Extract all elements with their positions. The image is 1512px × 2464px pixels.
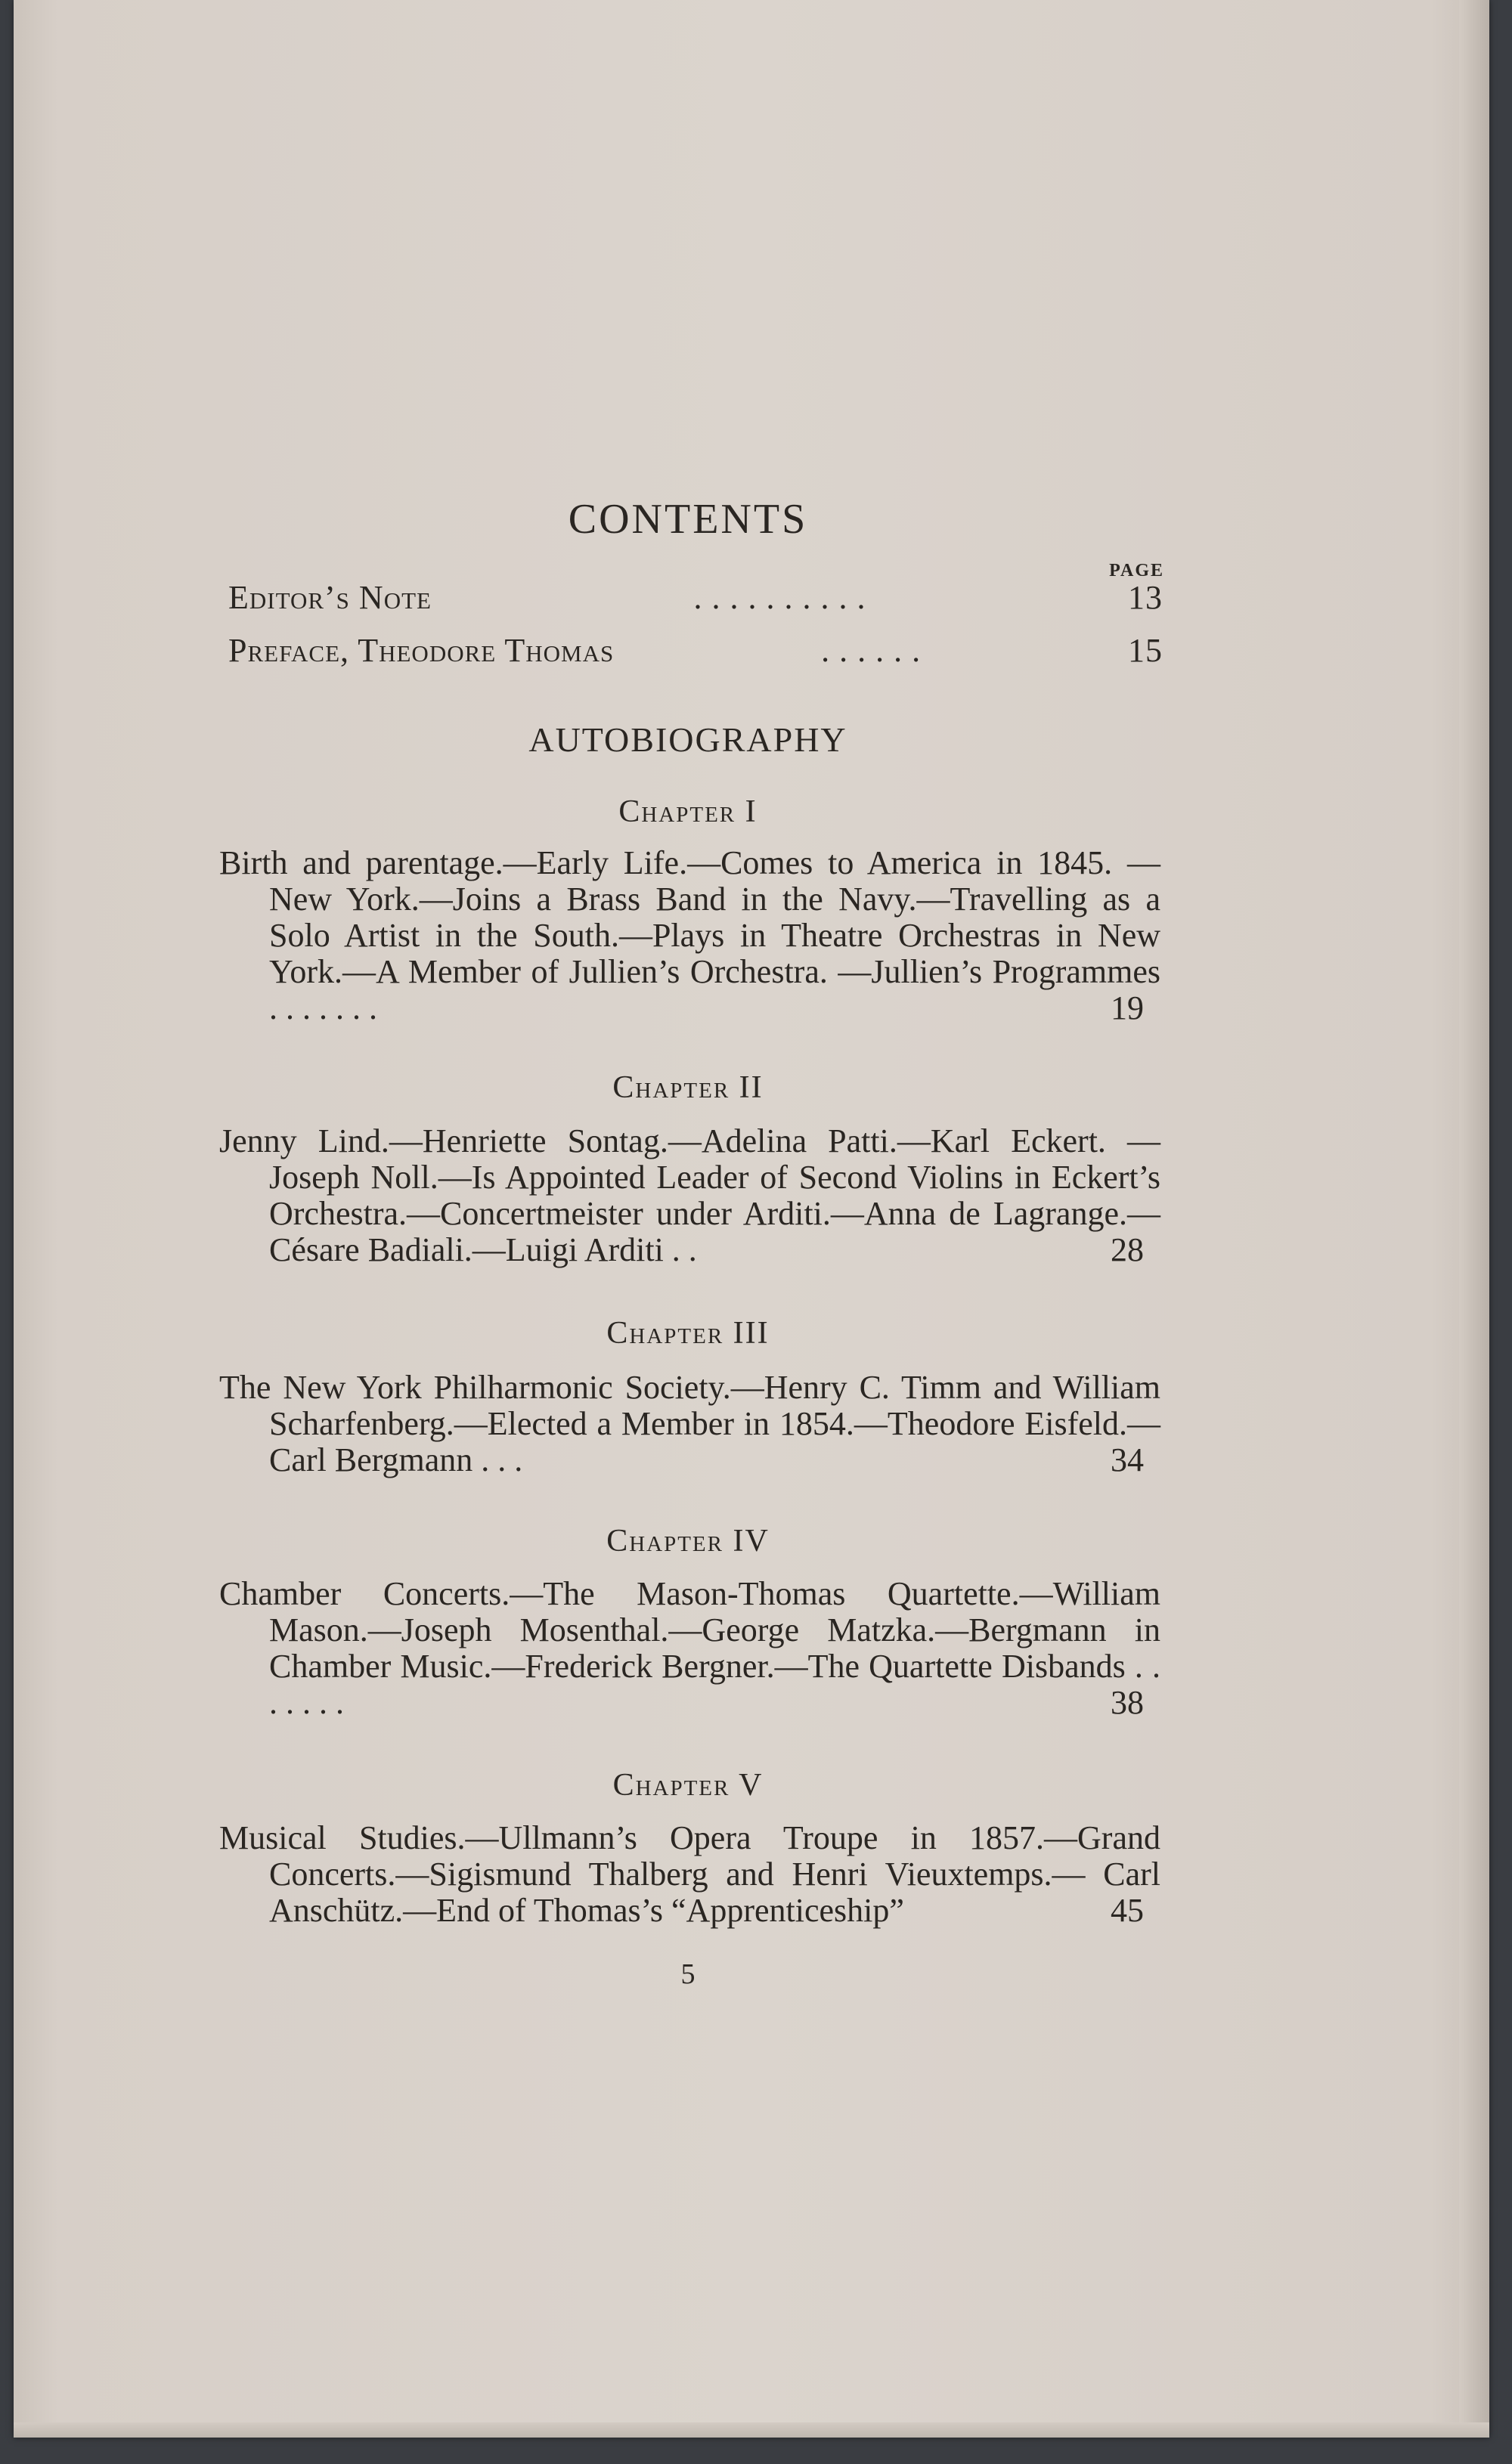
chapter-title: Chapter I: [618, 794, 758, 829]
chapter-title: Chapter II: [612, 1070, 764, 1105]
section-title: AUTOBIOGRAPHY: [528, 720, 847, 759]
chapter-summary: Jenny Lind.—Henriette Sontag.—Adelina Patti.—Karl Eckert. —Joseph Noll.—Is Appointed Leader of Second Violins in Eckert’s Orchestra.—Concertmeister under Arditi.—Anna de Lagrange.—Césare Badiali.—Luigi Arditi . .: [219, 1122, 1160, 1268]
page-column-label: PAGE: [1109, 561, 1164, 580]
toc-entry-editors-note: [228, 578, 1163, 617]
chapter-description: The New York Philharmonic Society.—Henry C. Timm and William Scharfenberg.—Elected a Member in 1854.—Theodore Eisfeld.—Carl Bergmann . . . 34: [219, 1369, 1160, 1478]
chapter-summary: The New York Philharmonic Society.—Henry C. Timm and William Scharfenberg.—Elected a Member in 1854.—Theodore Eisfeld.—Carl Bergmann . . .: [219, 1369, 1160, 1478]
toc-entry-page: 13: [1128, 579, 1163, 616]
toc-entry-page: 15: [1127, 632, 1163, 669]
chapter-summary: Chamber Concerts.—The Mason-Thomas Quartette.—William Mason.—Joseph Mosenthal.—George Matzka.—Bergmann in Chamber Music.—Frederick Bergner.—The Quartette Disbands . . . . . . .: [219, 1575, 1160, 1721]
chapter-summary: Musical Studies.—Ullmann’s Opera Troupe in 1857.—Grand Concerts.—Sigismund Thalberg and Henri Vieuxtemps.— Carl Anschütz.—End of Thomas’s “Apprenticeship”: [219, 1819, 1160, 1929]
chapter-title: Chapter III: [606, 1316, 770, 1351]
chapter-title: Chapter IV: [606, 1524, 770, 1559]
page-edge: [1459, 0, 1489, 2438]
chapter-description: Jenny Lind.—Henriette Sontag.—Adelina Patti.—Karl Eckert. —Joseph Noll.—Is Appointed Leader of Second Violins in Eckert’s Orchestra.—Concertmeister under Arditi.—Anna de Lagrange.—Césare Badiali.—Luigi Arditi . . 28: [219, 1122, 1160, 1268]
chapter-summary: Birth and parentage.—Early Life.—Comes to America in 1845. —New York.—Joins a Brass Band in the Navy.—Travelling as a Solo Artist in the South.—Plays in Theatre Orchestras in New York.—A Member of Jullien’s Orchestra. —Jullien’s Programmes . . . . . . .: [219, 844, 1160, 1026]
page-bottom-edge: [14, 2422, 1489, 2438]
toc-entry-leader: . . . . . . . . . .: [693, 579, 866, 616]
chapter-description: Chamber Concerts.—The Mason-Thomas Quartette.—William Mason.—Joseph Mosenthal.—George Matzka.—Bergmann in Chamber Music.—Frederick Bergner.—The Quartette Disbands . . . . . . . 38: [219, 1575, 1160, 1721]
toc-entry-preface: [228, 631, 1163, 670]
toc-entry-leader: . . . . . .: [821, 632, 922, 669]
chapter-description: Birth and parentage.—Early Life.—Comes to America in 1845. —New York.—Joins a Brass Band in the Navy.—Travelling as a Solo Artist in the South.—Plays in Theatre Orchestras in New York.—A Member of Jullien’s Orchestra. —Jullien’s Programmes . . . . . . . 19: [219, 844, 1160, 1026]
page-number: 5: [680, 1958, 696, 1990]
toc-entry-label: Editor’s Note: [228, 579, 432, 616]
contents-heading: CONTENTS: [568, 496, 808, 543]
chapter-title: Chapter V: [612, 1768, 764, 1803]
toc-entry-label: Preface, Theodore Thomas: [228, 632, 615, 669]
chapter-description: Musical Studies.—Ullmann’s Opera Troupe in 1857.—Grand Concerts.—Sigismund Thalberg and Henri Vieuxtemps.— Carl Anschütz.—End of Thomas’s “Apprenticeship” 45: [219, 1819, 1160, 1929]
